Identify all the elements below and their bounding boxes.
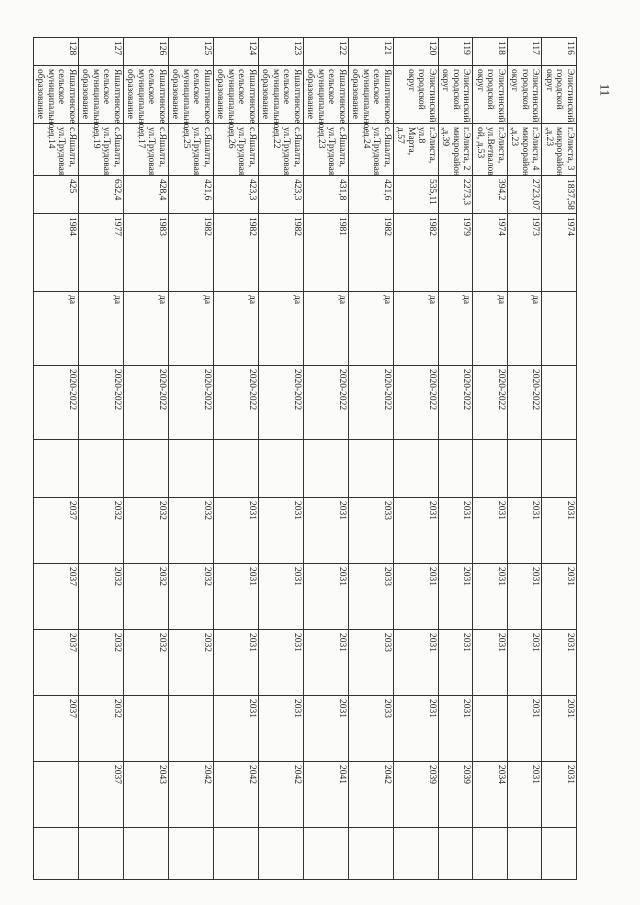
year-cell: 2031 — [542, 696, 577, 762]
empty-cell — [473, 440, 508, 498]
year-cell: 2032 — [124, 564, 169, 630]
year-cell: 2037 — [34, 630, 79, 696]
year-cell: 2032 — [169, 564, 214, 630]
period-cell — [542, 366, 577, 440]
period-cell: 2020-2022 — [214, 366, 259, 440]
year-cell: 2031 — [439, 630, 474, 696]
year-cell: 2031 — [542, 630, 577, 696]
row-number-cell: 126 — [124, 38, 169, 66]
year-cell — [214, 828, 259, 880]
flag-cell: да — [394, 292, 439, 366]
period-cell: 2020-2022 — [349, 366, 394, 440]
build-year-cell: 1977 — [79, 214, 124, 292]
municipality-cell: Яшалтинское сельское муниципальное образование — [124, 66, 169, 124]
year-cell: 2033 — [349, 564, 394, 630]
year-cell: 2041 — [304, 762, 349, 828]
empty-cell — [214, 440, 259, 498]
year-cell — [124, 696, 169, 762]
address-cell: с.Яшалта, ул.Трудовая , д.25 — [169, 124, 214, 176]
year-cell — [169, 828, 214, 880]
address-cell: с.Яшалта, ул.Трудовая , д.24 — [349, 124, 394, 176]
address-cell: с.Яшалта, ул.Трудовая , д.14 — [34, 124, 79, 176]
page-number: 11 — [597, 83, 613, 97]
row-number-cell: 116 — [542, 38, 577, 66]
year-cell: 2032 — [124, 498, 169, 564]
build-year-cell: 1982 — [214, 214, 259, 292]
flag-cell: да — [79, 292, 124, 366]
table-row — [259, 38, 304, 880]
year-cell — [169, 696, 214, 762]
year-cell: 2031 — [508, 696, 543, 762]
year-cell: 2032 — [79, 498, 124, 564]
period-cell: 2020-2022 — [124, 366, 169, 440]
municipality-cell: Яшалтинское сельское муниципальное образование — [34, 66, 79, 124]
area-cell: 428,4 — [124, 176, 169, 214]
building-repair-schedule-table — [33, 37, 577, 880]
year-cell: 2031 — [304, 696, 349, 762]
period-cell: 2020-2022 — [169, 366, 214, 440]
year-cell: 2031 — [259, 498, 304, 564]
period-cell: 2020-2022 — [34, 366, 79, 440]
area-cell: 423,3 — [214, 176, 259, 214]
year-cell — [259, 828, 304, 880]
year-cell: 2031 — [394, 564, 439, 630]
year-cell: 2031 — [473, 630, 508, 696]
empty-cell — [79, 440, 124, 498]
year-cell — [542, 828, 577, 880]
flag-cell — [542, 292, 577, 366]
empty-cell — [439, 440, 474, 498]
year-cell: 2033 — [349, 696, 394, 762]
table-row — [34, 38, 79, 880]
table-row — [394, 38, 439, 880]
year-cell — [34, 762, 79, 828]
row-number-cell: 121 — [349, 38, 394, 66]
period-cell: 2020-2022 — [79, 366, 124, 440]
year-cell — [394, 828, 439, 880]
year-cell: 2031 — [542, 498, 577, 564]
flag-cell: да — [473, 292, 508, 366]
period-cell: 2020-2022 — [473, 366, 508, 440]
table-row — [124, 38, 169, 880]
flag-cell: да — [508, 292, 543, 366]
address-cell: г.Элиста, 3 микрорайон ,д.23 — [542, 124, 577, 176]
year-cell: 2037 — [79, 762, 124, 828]
address-cell: г.Элиста, ул.8 Марта, д.57 — [394, 124, 439, 176]
year-cell: 2037 — [34, 498, 79, 564]
build-year-cell: 1982 — [349, 214, 394, 292]
year-cell: 2039 — [394, 762, 439, 828]
year-cell: 2032 — [79, 564, 124, 630]
build-year-cell: 1974 — [542, 214, 577, 292]
year-cell: 2031 — [304, 564, 349, 630]
year-cell — [124, 828, 169, 880]
year-cell: 2031 — [259, 630, 304, 696]
year-cell: 2031 — [214, 498, 259, 564]
year-cell: 2031 — [304, 630, 349, 696]
build-year-cell: 1982 — [394, 214, 439, 292]
address-cell: г.Элиста, 4 микрорайон ,д.23 — [508, 124, 543, 176]
area-cell: 425 — [34, 176, 79, 214]
area-cell: 421,6 — [169, 176, 214, 214]
year-cell: 2032 — [169, 630, 214, 696]
year-cell: 2031 — [394, 630, 439, 696]
area-cell: 394,2 — [473, 176, 508, 214]
address-cell: с.Яшалта, ул.Трудовая , д.19 — [79, 124, 124, 176]
build-year-cell: 1984 — [34, 214, 79, 292]
year-cell: 2031 — [214, 696, 259, 762]
area-cell: 1837,58 — [542, 176, 577, 214]
address-cell: г.Элиста, ул.Ветвалов ой, д.53 — [473, 124, 508, 176]
area-cell: 632,4 — [79, 176, 124, 214]
row-number-cell: 125 — [169, 38, 214, 66]
year-cell: 2031 — [394, 498, 439, 564]
row-number-cell: 127 — [79, 38, 124, 66]
year-cell — [79, 828, 124, 880]
address-cell: с.Яшалта, ул.Трудовая , д.26 — [214, 124, 259, 176]
table-row — [473, 38, 508, 880]
row-number-cell: 122 — [304, 38, 349, 66]
year-cell: 2031 — [439, 498, 474, 564]
year-cell: 2031 — [439, 564, 474, 630]
municipality-cell: Элистинский городской округ — [439, 66, 474, 124]
table-row — [169, 38, 214, 880]
build-year-cell: 1981 — [304, 214, 349, 292]
year-cell: 2031 — [508, 630, 543, 696]
period-cell: 2020-2022 — [508, 366, 543, 440]
municipality-cell: Элистинский городской округ — [508, 66, 543, 124]
table-row — [508, 38, 543, 880]
year-cell: 2042 — [259, 762, 304, 828]
build-year-cell: 1982 — [259, 214, 304, 292]
year-cell: 2033 — [349, 498, 394, 564]
table-row — [79, 38, 124, 880]
area-cell: 431,8 — [304, 176, 349, 214]
empty-cell — [259, 440, 304, 498]
municipality-cell: Яшалтинское сельское муниципальное образование — [214, 66, 259, 124]
year-cell: 2031 — [394, 696, 439, 762]
row-number-cell: 118 — [473, 38, 508, 66]
municipality-cell: Яшалтинское сельское муниципальное образование — [79, 66, 124, 124]
municipality-cell: Элистинский городской округ — [542, 66, 577, 124]
year-cell — [508, 828, 543, 880]
year-cell: 2034 — [473, 762, 508, 828]
municipality-cell: Яшалтинское сельское муниципальное образование — [304, 66, 349, 124]
address-cell: с.Яшалта, ул.Трудовая , д.17 — [124, 124, 169, 176]
row-number-cell: 117 — [508, 38, 543, 66]
year-cell: 2031 — [439, 696, 474, 762]
empty-cell — [304, 440, 349, 498]
period-cell: 2020-2022 — [394, 366, 439, 440]
year-cell — [34, 828, 79, 880]
address-cell: с.Яшалта, ул.Трудовая , д.22 — [259, 124, 304, 176]
build-year-cell: 1973 — [508, 214, 543, 292]
area-cell: 423,3 — [259, 176, 304, 214]
year-cell: 2031 — [259, 564, 304, 630]
table-row — [439, 38, 474, 880]
flag-cell: да — [349, 292, 394, 366]
build-year-cell: 1983 — [124, 214, 169, 292]
table-row — [349, 38, 394, 880]
year-cell — [473, 828, 508, 880]
year-cell: 2031 — [259, 696, 304, 762]
municipality-cell: Элистинский городской округ — [473, 66, 508, 124]
year-cell: 2031 — [304, 498, 349, 564]
year-cell: 2031 — [214, 564, 259, 630]
table-row — [214, 38, 259, 880]
year-cell — [439, 828, 474, 880]
year-cell: 2037 — [34, 564, 79, 630]
flag-cell: да — [259, 292, 304, 366]
year-cell: 2042 — [214, 762, 259, 828]
build-year-cell: 1974 — [473, 214, 508, 292]
area-cell: 2273,3 — [439, 176, 474, 214]
build-year-cell: 1982 — [169, 214, 214, 292]
address-cell: г.Элиста, 2 микрорайон ,д.39 — [439, 124, 474, 176]
flag-cell: да — [124, 292, 169, 366]
year-cell: 2042 — [349, 762, 394, 828]
area-cell: 535,11 — [394, 176, 439, 214]
municipality-cell: Элистинский городской округ — [394, 66, 439, 124]
row-number-cell: 120 — [394, 38, 439, 66]
year-cell — [349, 828, 394, 880]
empty-cell — [349, 440, 394, 498]
year-cell: 2032 — [124, 630, 169, 696]
year-cell: 2031 — [508, 762, 543, 828]
flag-cell: да — [214, 292, 259, 366]
year-cell: 2031 — [542, 762, 577, 828]
year-cell — [304, 828, 349, 880]
year-cell: 2033 — [349, 630, 394, 696]
row-number-cell: 119 — [439, 38, 474, 66]
row-number-cell: 128 — [34, 38, 79, 66]
municipality-cell: Яшалтинское сельское муниципальное образование — [349, 66, 394, 124]
year-cell: 2039 — [439, 762, 474, 828]
address-cell: с.Яшалта, ул.Трудовая , д.23 — [304, 124, 349, 176]
year-cell: 2031 — [473, 564, 508, 630]
table-frame — [35, 37, 577, 879]
area-cell: 2723,07 — [508, 176, 543, 214]
year-cell: 2032 — [79, 696, 124, 762]
year-cell: 2042 — [169, 762, 214, 828]
flag-cell: да — [304, 292, 349, 366]
flag-cell: да — [169, 292, 214, 366]
build-year-cell: 1979 — [439, 214, 474, 292]
empty-cell — [34, 440, 79, 498]
period-cell: 2020-2022 — [304, 366, 349, 440]
table-row — [542, 38, 577, 880]
row-number-cell: 124 — [214, 38, 259, 66]
rotated-table-container — [35, 37, 577, 879]
empty-cell — [508, 440, 543, 498]
period-cell: 2020-2022 — [259, 366, 304, 440]
year-cell: 2031 — [508, 564, 543, 630]
flag-cell: да — [439, 292, 474, 366]
period-cell: 2020-2022 — [439, 366, 474, 440]
municipality-cell: Яшалтинское сельское муниципальное образование — [169, 66, 214, 124]
municipality-cell: Яшалтинское сельское муниципальное образование — [259, 66, 304, 124]
year-cell: 2037 — [34, 696, 79, 762]
year-cell: 2032 — [169, 498, 214, 564]
empty-cell — [124, 440, 169, 498]
flag-cell: да — [34, 292, 79, 366]
year-cell: 2031 — [214, 630, 259, 696]
year-cell — [473, 696, 508, 762]
area-cell: 421,6 — [349, 176, 394, 214]
year-cell: 2043 — [124, 762, 169, 828]
table-row — [304, 38, 349, 880]
empty-cell — [394, 440, 439, 498]
year-cell: 2031 — [508, 498, 543, 564]
empty-cell — [542, 440, 577, 498]
year-cell: 2031 — [542, 564, 577, 630]
year-cell: 2032 — [79, 630, 124, 696]
empty-cell — [169, 440, 214, 498]
row-number-cell: 123 — [259, 38, 304, 66]
year-cell: 2031 — [473, 498, 508, 564]
